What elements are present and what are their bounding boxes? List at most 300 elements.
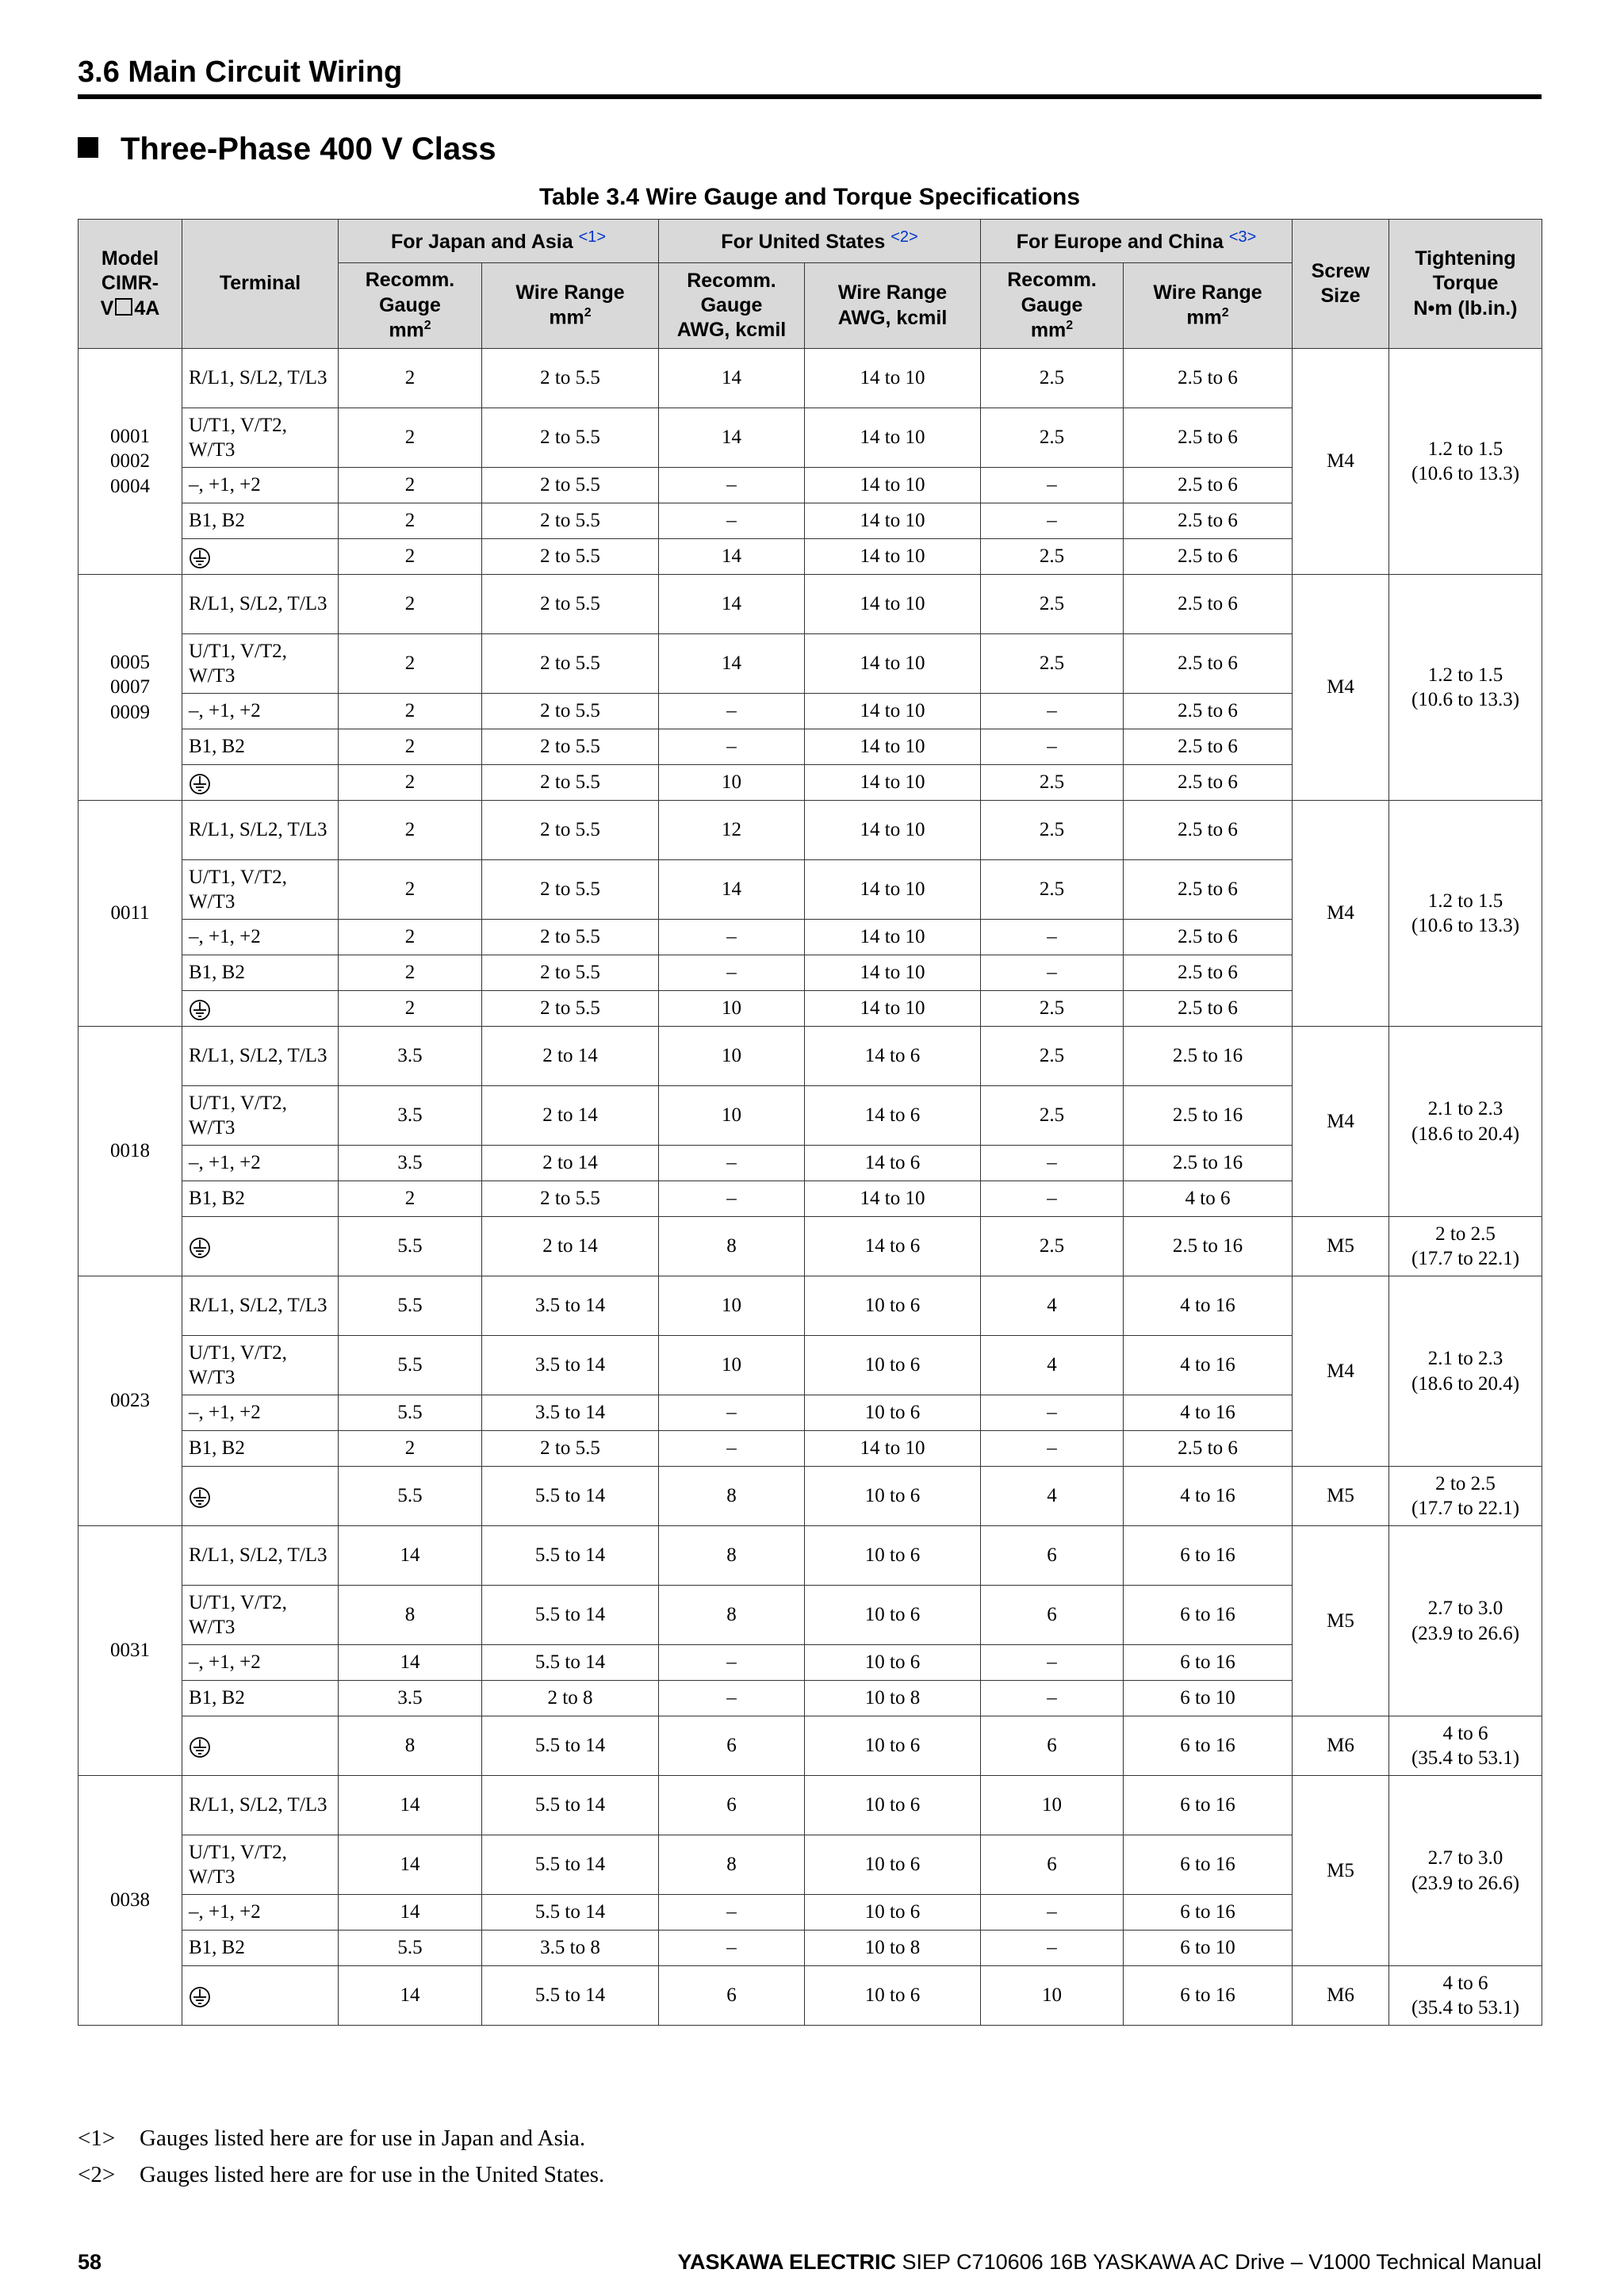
- table-row: [79, 1027, 1542, 1086]
- eu-range-cell: 4 to 16: [1124, 1336, 1293, 1395]
- jp-gauge-cell: 2: [339, 920, 482, 955]
- eu-gauge-cell: 2.5: [981, 1027, 1124, 1086]
- us-gauge-cell: –: [659, 1931, 805, 1966]
- eu-gauge-cell: 10: [981, 1966, 1124, 2026]
- eu-range-cell: 6 to 16: [1124, 1966, 1293, 2026]
- us-gauge-cell: 10: [659, 991, 805, 1027]
- jp-gauge-cell: 2: [339, 468, 482, 503]
- jp-gauge-cell: 2: [339, 503, 482, 539]
- jp-range-cell: 2 to 5.5: [482, 920, 659, 955]
- eu-gauge-cell: 2.5: [981, 801, 1124, 860]
- jp-gauge-cell: 2: [339, 539, 482, 575]
- eu-gauge-cell: 2.5: [981, 991, 1124, 1027]
- eu-range-cell: 2.5 to 6: [1124, 468, 1293, 503]
- terminal-cell: R/L1, S/L2, T/L3: [182, 349, 339, 408]
- jp-range-cell: 2 to 5.5: [482, 575, 659, 634]
- us-range-cell: 10 to 6: [805, 1586, 981, 1645]
- us-range-cell: 14 to 10: [805, 634, 981, 694]
- eu-range-cell: 2.5 to 6: [1124, 694, 1293, 729]
- jp-gauge-cell: 14: [339, 1835, 482, 1895]
- torque-nm: 4 to 6: [1442, 1972, 1488, 1994]
- torque-lbin: (18.6 to 20.4): [1411, 1123, 1520, 1145]
- jp-range-cell: 5.5 to 14: [482, 1716, 659, 1776]
- model-number: 0007: [110, 676, 150, 698]
- eu-range-cell: 2.5 to 6: [1124, 503, 1293, 539]
- ground-terminal-icon: [189, 1735, 211, 1756]
- torque-lbin: (35.4 to 53.1): [1411, 1747, 1520, 1769]
- eu-range-cell: 2.5 to 16: [1124, 1027, 1293, 1086]
- us-gauge-cell: 12: [659, 801, 805, 860]
- eu-gauge-cell: –: [981, 920, 1124, 955]
- jp-range-cell: 5.5 to 14: [482, 1586, 659, 1645]
- screw-size-cell: M4: [1293, 1276, 1389, 1467]
- footnote-1: <1> Gauges listed here are for use in Japan and Asia.: [78, 2126, 586, 2151]
- jp-gauge-cell: 2: [339, 349, 482, 408]
- jp-range-cell: 5.5 to 14: [482, 1966, 659, 2026]
- subsection-title-text: Three-Phase 400 V Class: [121, 132, 496, 166]
- header-jp-wire-range: Wire Range $mm^2$: [482, 263, 659, 349]
- terminal-cell: [182, 539, 339, 575]
- eu-range-cell: 2.5 to 16: [1124, 1086, 1293, 1146]
- us-range-cell: 14 to 6: [805, 1217, 981, 1276]
- us-gauge-cell: –: [659, 694, 805, 729]
- eu-gauge-cell: 6: [981, 1835, 1124, 1895]
- jp-gauge-cell: 5.5: [339, 1276, 482, 1336]
- ground-torque-cell: [1389, 1217, 1542, 1276]
- terminal-cell: [182, 1716, 339, 1776]
- eu-range-cell: 2.5 to 6: [1124, 408, 1293, 468]
- jp-gauge-cell: 14: [339, 1895, 482, 1931]
- table-row: [79, 801, 1542, 860]
- torque-lbin: (23.9 to 26.6): [1411, 1622, 1520, 1644]
- us-range-cell: 10 to 6: [805, 1467, 981, 1526]
- jp-range-cell: 2 to 5.5: [482, 955, 659, 991]
- eu-range-cell: 6 to 16: [1124, 1835, 1293, 1895]
- model-number: 0004: [110, 475, 150, 497]
- us-range-cell: 14 to 10: [805, 955, 981, 991]
- header-japan-asia: For Japan and Asia $^{<1>}$: [339, 220, 659, 263]
- jp-range-cell: 2 to 5.5: [482, 860, 659, 920]
- us-gauge-cell: 10: [659, 1276, 805, 1336]
- torque-nm: 2 to 2.5: [1435, 1223, 1496, 1245]
- terminal-cell: R/L1, S/L2, T/L3: [182, 801, 339, 860]
- torque-cell: [1389, 349, 1542, 575]
- eu-range-cell: 2.5 to 6: [1124, 955, 1293, 991]
- us-gauge-cell: –: [659, 1146, 805, 1181]
- footnote-link-1[interactable]: <1>: [578, 228, 607, 246]
- terminal-cell: B1, B2: [182, 729, 339, 765]
- us-gauge-cell: –: [659, 1645, 805, 1681]
- terminal-cell: U/T1, V/T2, W/T3: [182, 1086, 339, 1146]
- torque-cell: [1389, 1526, 1542, 1716]
- us-range-cell: 10 to 6: [805, 1276, 981, 1336]
- section-header: [78, 55, 1542, 99]
- jp-gauge-cell: 8: [339, 1716, 482, 1776]
- header-screw-size: Screw Size: [1293, 220, 1389, 349]
- us-range-cell: 10 to 6: [805, 1395, 981, 1431]
- ground-torque-cell: [1389, 1716, 1542, 1776]
- eu-gauge-cell: 6: [981, 1716, 1124, 1776]
- model-number: 0002: [110, 450, 150, 473]
- eu-range-cell: 6 to 16: [1124, 1586, 1293, 1645]
- jp-gauge-cell: 2: [339, 694, 482, 729]
- terminal-cell: –, +1, +2: [182, 1146, 339, 1181]
- us-range-cell: 14 to 10: [805, 408, 981, 468]
- us-gauge-cell: 6: [659, 1966, 805, 2026]
- us-gauge-cell: –: [659, 1431, 805, 1467]
- eu-gauge-cell: –: [981, 1895, 1124, 1931]
- terminal-cell: B1, B2: [182, 1931, 339, 1966]
- model-number: 0031: [110, 1640, 150, 1662]
- us-range-cell: 14 to 6: [805, 1027, 981, 1086]
- screw-size-cell: M4: [1293, 1027, 1389, 1217]
- ground-terminal-icon: [189, 1485, 211, 1506]
- terminal-cell: R/L1, S/L2, T/L3: [182, 575, 339, 634]
- torque-lbin: (17.7 to 22.1): [1411, 1498, 1520, 1519]
- ground-terminal-icon: [189, 1984, 211, 2006]
- terminal-cell: [182, 991, 339, 1027]
- jp-gauge-cell: 2: [339, 634, 482, 694]
- ground-screw-size-cell: M6: [1293, 1966, 1389, 2026]
- torque-cell: [1389, 575, 1542, 801]
- ground-screw-size-cell: M5: [1293, 1467, 1389, 1526]
- terminal-cell: [182, 1217, 339, 1276]
- torque-lbin: (18.6 to 20.4): [1411, 1372, 1520, 1395]
- terminal-cell: U/T1, V/T2, W/T3: [182, 634, 339, 694]
- jp-gauge-cell: 5.5: [339, 1395, 482, 1431]
- us-gauge-cell: 8: [659, 1467, 805, 1526]
- jp-range-cell: 2 to 14: [482, 1027, 659, 1086]
- torque-lbin: (23.9 to 26.6): [1411, 1872, 1520, 1894]
- torque-cell: [1389, 801, 1542, 1027]
- jp-range-cell: 5.5 to 14: [482, 1776, 659, 1835]
- screw-size-cell: M4: [1293, 801, 1389, 1027]
- ground-terminal-icon: [189, 997, 211, 1019]
- section-title: 3.6 Main Circuit Wiring: [78, 55, 403, 89]
- eu-range-cell: 2.5 to 16: [1124, 1146, 1293, 1181]
- terminal-cell: [182, 1467, 339, 1526]
- us-range-cell: 14 to 10: [805, 539, 981, 575]
- model-number: 0018: [110, 1140, 150, 1162]
- eu-range-cell: 6 to 16: [1124, 1526, 1293, 1586]
- us-range-cell: 14 to 10: [805, 468, 981, 503]
- model-cell: [79, 349, 182, 575]
- jp-gauge-cell: 2: [339, 860, 482, 920]
- footnote-link-2[interactable]: <2>: [891, 228, 918, 246]
- ground-screw-size-cell: M6: [1293, 1716, 1389, 1776]
- header-model: Model CIMR- V 4A: [79, 220, 182, 349]
- eu-gauge-cell: 2.5: [981, 1086, 1124, 1146]
- eu-range-cell: 6 to 16: [1124, 1645, 1293, 1681]
- us-range-cell: 10 to 6: [805, 1645, 981, 1681]
- jp-range-cell: 2 to 5.5: [482, 1181, 659, 1217]
- subsection-title: [78, 132, 496, 167]
- us-range-cell: 14 to 10: [805, 765, 981, 801]
- us-range-cell: 10 to 6: [805, 1835, 981, 1895]
- jp-gauge-cell: 2: [339, 1181, 482, 1217]
- header-us-recomm-gauge: Recomm. Gauge AWG, kcmil: [659, 263, 805, 349]
- jp-gauge-cell: 8: [339, 1586, 482, 1645]
- eu-gauge-cell: 10: [981, 1776, 1124, 1835]
- table-row: [79, 1716, 1542, 1776]
- eu-range-cell: 4 to 16: [1124, 1467, 1293, 1526]
- torque-nm: 1.2 to 1.5: [1427, 890, 1503, 912]
- wire-gauge-table: [78, 219, 1542, 2026]
- jp-gauge-cell: 14: [339, 1966, 482, 2026]
- jp-range-cell: 2 to 5.5: [482, 503, 659, 539]
- jp-range-cell: 2 to 5.5: [482, 408, 659, 468]
- jp-range-cell: 2 to 5.5: [482, 539, 659, 575]
- model-cell: [79, 1276, 182, 1526]
- eu-gauge-cell: 6: [981, 1526, 1124, 1586]
- table-row: [79, 575, 1542, 634]
- eu-range-cell: 2.5 to 6: [1124, 539, 1293, 575]
- eu-gauge-cell: –: [981, 468, 1124, 503]
- jp-range-cell: 5.5 to 14: [482, 1526, 659, 1586]
- eu-gauge-cell: –: [981, 503, 1124, 539]
- terminal-cell: R/L1, S/L2, T/L3: [182, 1776, 339, 1835]
- jp-gauge-cell: 5.5: [339, 1467, 482, 1526]
- jp-range-cell: 2 to 5.5: [482, 634, 659, 694]
- us-gauge-cell: 8: [659, 1586, 805, 1645]
- eu-gauge-cell: –: [981, 1181, 1124, 1217]
- torque-lbin: (35.4 to 53.1): [1411, 1997, 1520, 2019]
- eu-gauge-cell: –: [981, 1431, 1124, 1467]
- torque-lbin: (10.6 to 13.3): [1411, 463, 1520, 484]
- jp-range-cell: 2 to 5.5: [482, 1431, 659, 1467]
- us-range-cell: 14 to 10: [805, 729, 981, 765]
- us-range-cell: 10 to 6: [805, 1716, 981, 1776]
- eu-range-cell: 2.5 to 6: [1124, 765, 1293, 801]
- footer-document-info: YASKAWA ELECTRIC SIEP C710606 16B YASKAWA AC Drive – V1000 Technical Manual: [677, 2250, 1542, 2274]
- table-caption: Table 3.4 Wire Gauge and Torque Specifications: [538, 184, 1081, 210]
- eu-range-cell: 2.5 to 6: [1124, 801, 1293, 860]
- eu-range-cell: 2.5 to 6: [1124, 920, 1293, 955]
- us-gauge-cell: –: [659, 1395, 805, 1431]
- footnote-link-3[interactable]: <3>: [1228, 228, 1257, 246]
- eu-gauge-cell: –: [981, 1681, 1124, 1716]
- footnotes: [78, 2120, 604, 2193]
- us-gauge-cell: –: [659, 955, 805, 991]
- us-gauge-cell: 10: [659, 765, 805, 801]
- jp-range-cell: 2 to 14: [482, 1086, 659, 1146]
- table-row: [79, 1467, 1542, 1526]
- us-range-cell: 14 to 6: [805, 1146, 981, 1181]
- terminal-cell: –, +1, +2: [182, 1395, 339, 1431]
- us-range-cell: 10 to 6: [805, 1336, 981, 1395]
- us-range-cell: 10 to 6: [805, 1526, 981, 1586]
- header-eu-recomm-gauge: Recomm. Gauge $mm^2$: [981, 263, 1124, 349]
- ground-torque-cell: [1389, 1467, 1542, 1526]
- us-gauge-cell: –: [659, 729, 805, 765]
- jp-range-cell: 5.5 to 14: [482, 1645, 659, 1681]
- header-terminal: Terminal: [182, 220, 339, 349]
- terminal-cell: U/T1, V/T2, W/T3: [182, 408, 339, 468]
- terminal-cell: –, +1, +2: [182, 1895, 339, 1931]
- header-jp-recomm-gauge: Recomm. Gauge $mm^2$: [339, 263, 482, 349]
- us-range-cell: 14 to 10: [805, 860, 981, 920]
- terminal-cell: –, +1, +2: [182, 694, 339, 729]
- jp-range-cell: 5.5 to 14: [482, 1467, 659, 1526]
- us-range-cell: 10 to 6: [805, 1966, 981, 2026]
- eu-range-cell: 2.5 to 6: [1124, 1431, 1293, 1467]
- eu-gauge-cell: 2.5: [981, 860, 1124, 920]
- torque-nm: 2 to 2.5: [1435, 1472, 1496, 1494]
- jp-gauge-cell: 2: [339, 765, 482, 801]
- jp-range-cell: 2 to 5.5: [482, 729, 659, 765]
- eu-gauge-cell: 4: [981, 1276, 1124, 1336]
- jp-gauge-cell: 2: [339, 1431, 482, 1467]
- eu-range-cell: 2.5 to 6: [1124, 991, 1293, 1027]
- jp-gauge-cell: 5.5: [339, 1217, 482, 1276]
- table-row: [79, 1217, 1542, 1276]
- terminal-cell: R/L1, S/L2, T/L3: [182, 1276, 339, 1336]
- ground-terminal-icon: [189, 545, 211, 567]
- model-cell: [79, 1027, 182, 1276]
- model-cell: [79, 1776, 182, 2026]
- eu-gauge-cell: 2.5: [981, 575, 1124, 634]
- table-row: [79, 1526, 1542, 1586]
- jp-range-cell: 5.5 to 14: [482, 1835, 659, 1895]
- torque-nm: 2.7 to 3.0: [1427, 1598, 1503, 1620]
- terminal-cell: R/L1, S/L2, T/L3: [182, 1526, 339, 1586]
- us-gauge-cell: –: [659, 1895, 805, 1931]
- torque-nm: 2.7 to 3.0: [1427, 1847, 1503, 1869]
- header-us-wire-range: Wire Range AWG, kcmil: [805, 263, 981, 349]
- us-range-cell: 14 to 6: [805, 1086, 981, 1146]
- screw-size-cell: M5: [1293, 1526, 1389, 1716]
- terminal-cell: [182, 765, 339, 801]
- header-united-states: For United States $^{<2>}$: [659, 220, 981, 263]
- model-number: 0005: [110, 652, 150, 674]
- jp-gauge-cell: 3.5: [339, 1027, 482, 1086]
- header-tightening-torque: Tightening Torque N•m (lb.in.): [1389, 220, 1542, 349]
- us-gauge-cell: 6: [659, 1776, 805, 1835]
- eu-range-cell: 6 to 10: [1124, 1931, 1293, 1966]
- jp-gauge-cell: 2: [339, 408, 482, 468]
- eu-gauge-cell: 4: [981, 1467, 1124, 1526]
- eu-gauge-cell: –: [981, 1931, 1124, 1966]
- jp-gauge-cell: 2: [339, 801, 482, 860]
- us-gauge-cell: 8: [659, 1217, 805, 1276]
- page-number: 58: [78, 2250, 102, 2274]
- jp-gauge-cell: 3.5: [339, 1681, 482, 1716]
- model-number: 0023: [110, 1390, 150, 1412]
- terminal-cell: U/T1, V/T2, W/T3: [182, 1336, 339, 1395]
- us-gauge-cell: –: [659, 503, 805, 539]
- ground-terminal-icon: [189, 1235, 211, 1257]
- terminal-cell: U/T1, V/T2, W/T3: [182, 860, 339, 920]
- terminal-cell: B1, B2: [182, 955, 339, 991]
- us-range-cell: 10 to 6: [805, 1895, 981, 1931]
- jp-gauge-cell: 14: [339, 1645, 482, 1681]
- us-range-cell: 10 to 8: [805, 1931, 981, 1966]
- jp-gauge-cell: 14: [339, 1776, 482, 1835]
- us-gauge-cell: 14: [659, 860, 805, 920]
- us-gauge-cell: 8: [659, 1835, 805, 1895]
- model-number: 0011: [110, 902, 150, 924]
- terminal-cell: –, +1, +2: [182, 468, 339, 503]
- us-range-cell: 10 to 8: [805, 1681, 981, 1716]
- table-row: [79, 1276, 1542, 1336]
- footnote-2: <2> Gauges listed here are for use in the United States.: [78, 2162, 605, 2187]
- us-range-cell: 14 to 10: [805, 1431, 981, 1467]
- torque-cell: [1389, 1027, 1542, 1217]
- jp-range-cell: 3.5 to 14: [482, 1336, 659, 1395]
- us-gauge-cell: –: [659, 920, 805, 955]
- us-range-cell: 14 to 10: [805, 575, 981, 634]
- eu-range-cell: 2.5 to 6: [1124, 575, 1293, 634]
- us-range-cell: 14 to 10: [805, 801, 981, 860]
- eu-range-cell: 2.5 to 6: [1124, 349, 1293, 408]
- us-gauge-cell: 8: [659, 1526, 805, 1586]
- torque-nm: 4 to 6: [1442, 1722, 1488, 1744]
- terminal-cell: –, +1, +2: [182, 920, 339, 955]
- eu-gauge-cell: 2.5: [981, 1217, 1124, 1276]
- eu-range-cell: 4 to 16: [1124, 1276, 1293, 1336]
- us-gauge-cell: 14: [659, 634, 805, 694]
- us-range-cell: 14 to 10: [805, 503, 981, 539]
- jp-gauge-cell: 5.5: [339, 1336, 482, 1395]
- us-range-cell: 14 to 10: [805, 349, 981, 408]
- jp-gauge-cell: 14: [339, 1526, 482, 1586]
- us-gauge-cell: 14: [659, 408, 805, 468]
- eu-range-cell: 2.5 to 6: [1124, 729, 1293, 765]
- model-number: 0038: [110, 1889, 150, 1911]
- ground-screw-size-cell: M5: [1293, 1217, 1389, 1276]
- eu-range-cell: 6 to 16: [1124, 1895, 1293, 1931]
- us-gauge-cell: 10: [659, 1027, 805, 1086]
- header-europe-china: For Europe and China $^{<3>}$: [981, 220, 1293, 263]
- terminal-cell: U/T1, V/T2, W/T3: [182, 1586, 339, 1645]
- jp-gauge-cell: 2: [339, 575, 482, 634]
- screw-size-cell: M4: [1293, 575, 1389, 801]
- eu-range-cell: 6 to 10: [1124, 1681, 1293, 1716]
- torque-lbin: (17.7 to 22.1): [1411, 1248, 1520, 1269]
- model-cell: [79, 575, 182, 801]
- jp-gauge-cell: 3.5: [339, 1086, 482, 1146]
- terminal-cell: B1, B2: [182, 1431, 339, 1467]
- table-body: [79, 349, 1542, 2026]
- table-row: [79, 1966, 1542, 2026]
- terminal-cell: –, +1, +2: [182, 1645, 339, 1681]
- torque-nm: 1.2 to 1.5: [1427, 664, 1503, 686]
- us-gauge-cell: 10: [659, 1336, 805, 1395]
- ground-terminal-icon: [189, 771, 211, 793]
- eu-range-cell: 2.5 to 6: [1124, 634, 1293, 694]
- torque-nm: 2.1 to 2.3: [1427, 1098, 1503, 1120]
- us-range-cell: 14 to 10: [805, 991, 981, 1027]
- eu-gauge-cell: 2.5: [981, 408, 1124, 468]
- us-gauge-cell: 6: [659, 1716, 805, 1776]
- table-row: [79, 349, 1542, 408]
- eu-range-cell: 2.5 to 16: [1124, 1217, 1293, 1276]
- us-gauge-cell: 10: [659, 1086, 805, 1146]
- eu-gauge-cell: 4: [981, 1336, 1124, 1395]
- square-bullet-icon: [78, 137, 98, 158]
- terminal-cell: [182, 1966, 339, 2026]
- torque-cell: [1389, 1776, 1542, 1966]
- torque-lbin: (10.6 to 13.3): [1411, 689, 1520, 710]
- eu-range-cell: 4 to 6: [1124, 1181, 1293, 1217]
- terminal-cell: U/T1, V/T2, W/T3: [182, 1835, 339, 1895]
- terminal-cell: B1, B2: [182, 1181, 339, 1217]
- ground-torque-cell: [1389, 1966, 1542, 2026]
- eu-gauge-cell: 2.5: [981, 349, 1124, 408]
- us-range-cell: 14 to 10: [805, 694, 981, 729]
- screw-size-cell: M4: [1293, 349, 1389, 575]
- jp-range-cell: 3.5 to 14: [482, 1276, 659, 1336]
